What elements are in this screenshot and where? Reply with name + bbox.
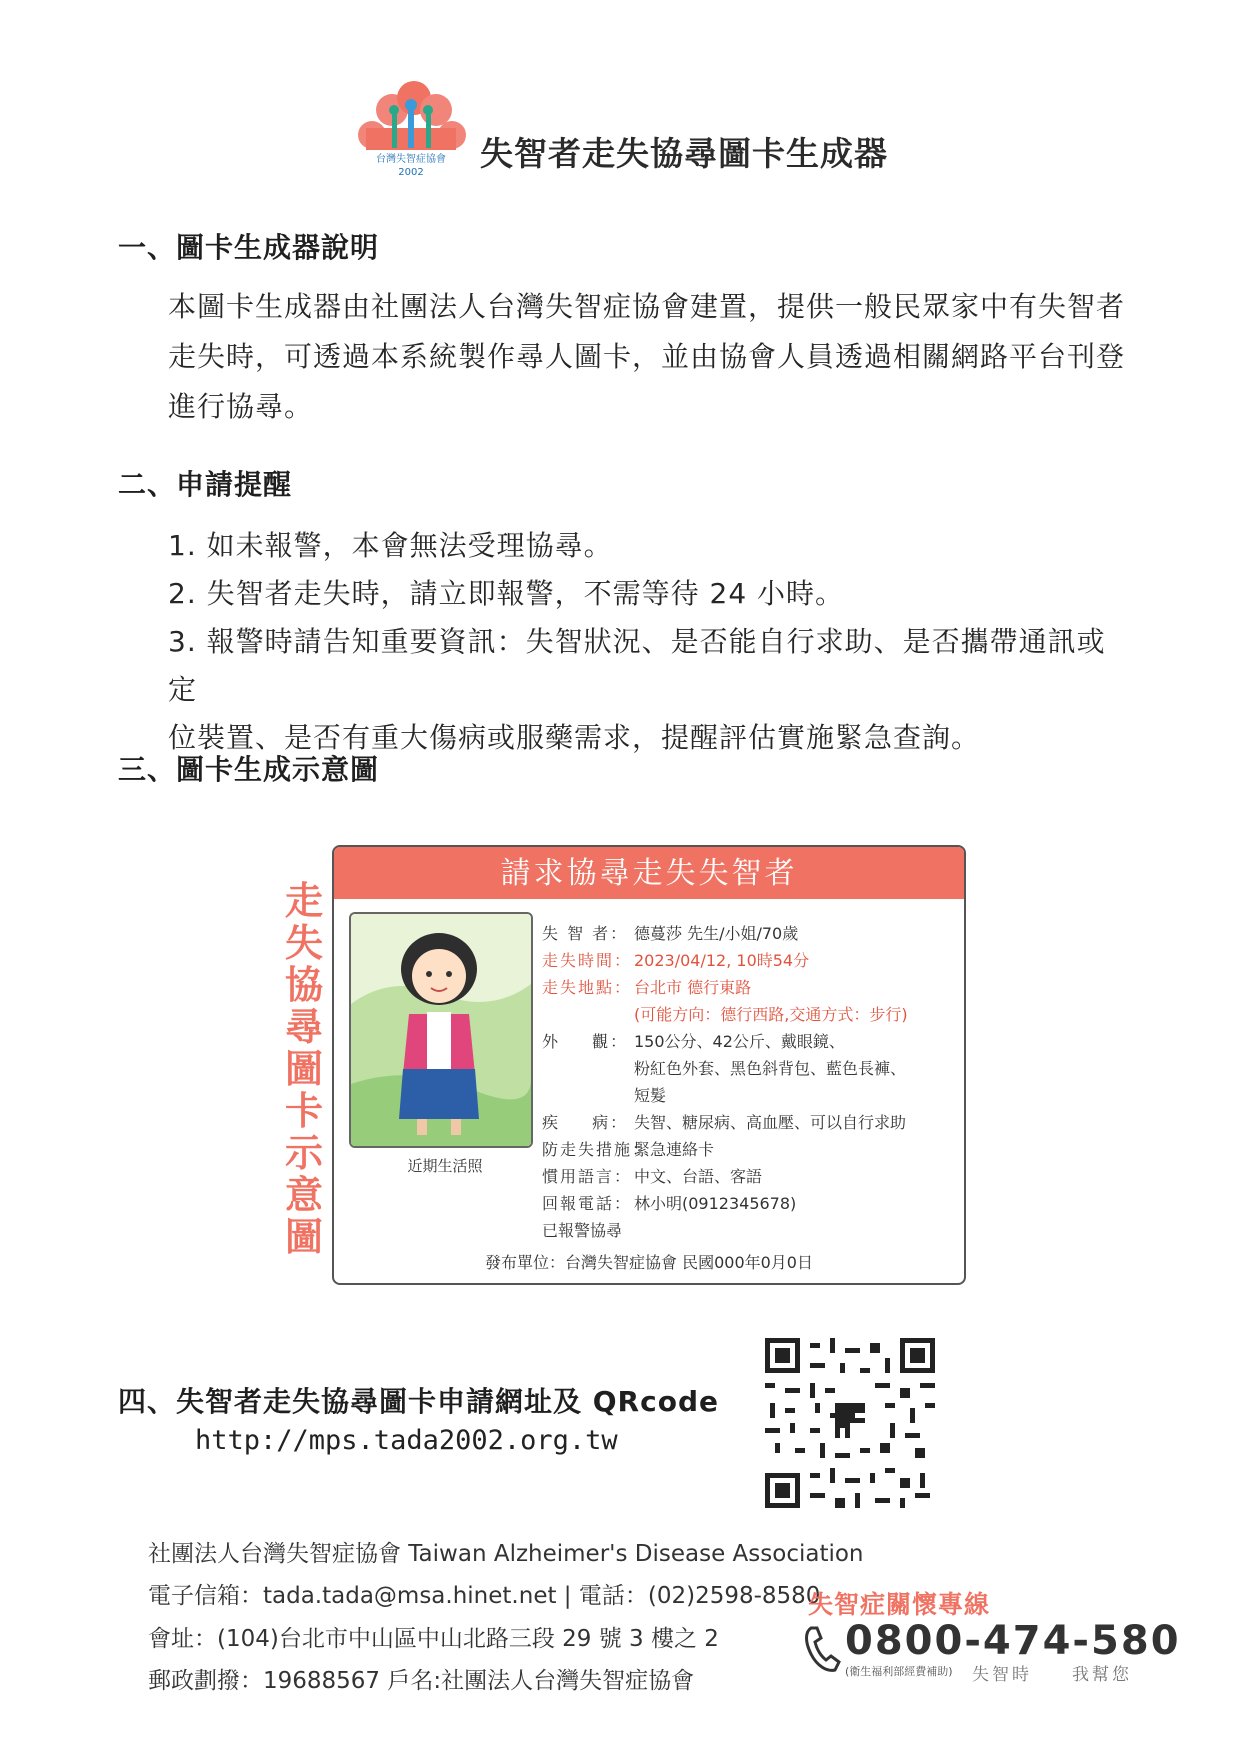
card-row-language bbox=[542, 1164, 762, 1187]
card-row-appearance bbox=[542, 1029, 845, 1052]
card-row-disease bbox=[542, 1110, 906, 1133]
page-title: 失智者走失協尋圖卡生成器 bbox=[480, 134, 888, 173]
card-footer: 發布單位：台灣失智症協會 民國000年0月0日 bbox=[485, 1253, 813, 1272]
card-row-missing-place bbox=[542, 975, 751, 998]
section-2-heading: 二、申請提醒 bbox=[118, 468, 293, 501]
person-illustration bbox=[351, 914, 531, 1146]
row-value: 台北市 德行東路 bbox=[634, 978, 752, 997]
row-value: 中文、台語、客語 bbox=[634, 1167, 763, 1186]
association-logo bbox=[352, 80, 470, 180]
application-url[interactable]: http://mps.tada2002.org.tw bbox=[195, 1425, 618, 1456]
hotline-sponsor: (衛生福利部經費補助) bbox=[845, 1665, 953, 1678]
reminder-item: 1. 如未報警，本會無法受理協尋。 bbox=[168, 529, 613, 562]
section-1-line: 進行協尋。 bbox=[168, 390, 314, 423]
row-value: 2023/04/12, 10時54分 bbox=[634, 951, 810, 970]
card-row-prevention bbox=[542, 1137, 714, 1160]
section-3-heading: 三、圖卡生成示意圖 bbox=[118, 753, 380, 786]
row-value: (可能方向：德行西路,交通方式：步行) bbox=[634, 1005, 908, 1024]
row-value: 150公分、42公斤、戴眼鏡、 bbox=[634, 1032, 845, 1051]
logo-org-text: 台灣失智症協會 bbox=[376, 154, 446, 165]
section-1-line: 走失時，可透過本系統製作尋人圖卡，並由協會人員透過相關網路平台刊登 bbox=[168, 340, 1126, 373]
photo-caption: 近期生活照 bbox=[407, 1157, 483, 1175]
row-value: 短髮 bbox=[634, 1086, 667, 1105]
footer-contact: 電子信箱：tada.tada@msa.hinet.net | 電話：(02)2598-8580 bbox=[148, 1583, 821, 1609]
row-label: 慣用語言： bbox=[542, 1167, 633, 1186]
card-row-phone bbox=[542, 1191, 796, 1214]
card-banner: 請求協尋走失失智者 bbox=[334, 847, 964, 899]
card-row-missing-time bbox=[542, 948, 809, 971]
vertical-card-label: 走失協尋圖卡示意圖 bbox=[284, 879, 323, 1259]
logo-year: 2002 bbox=[398, 167, 424, 178]
row-label: 走失時間： bbox=[542, 951, 633, 970]
row-label: 走失地點： bbox=[542, 978, 633, 997]
row-value: 德蔓莎 先生/小姐/70歲 bbox=[634, 924, 799, 943]
card-row-appearance-3 bbox=[542, 1083, 666, 1106]
card-row-direction bbox=[542, 1002, 908, 1025]
hotline-number[interactable]: 0800-474-580 bbox=[845, 1618, 1181, 1664]
card-row-appearance-2 bbox=[542, 1056, 906, 1079]
card-row-reported bbox=[542, 1218, 622, 1241]
hotline-title: 失智症關懷專線 bbox=[808, 1590, 991, 1619]
footer-postal: 郵政劃撥：19688567 戶名:社團法人台灣失智症協會 bbox=[148, 1668, 695, 1694]
hotline-slogan-right: 我幫您 bbox=[1072, 1665, 1132, 1685]
reminder-item: 位裝置、是否有重大傷病或服藥需求，提醒評估實施緊急查詢。 bbox=[168, 721, 981, 754]
card-row-name bbox=[542, 921, 798, 944]
row-value: 粉紅色外套、黑色斜背包、藍色長褲、 bbox=[634, 1059, 907, 1078]
row-value: 林小明(0912345678) bbox=[634, 1194, 797, 1213]
section-1-body bbox=[168, 282, 1128, 432]
reminder-item: 2. 失智者走失時，請立即報警，不需等待 24 小時。 bbox=[168, 577, 845, 610]
section-1-heading: 一、圖卡生成器說明 bbox=[118, 231, 380, 264]
sample-card bbox=[332, 845, 966, 1285]
row-label: 已報警協尋 bbox=[542, 1221, 623, 1240]
row-label: 外 觀： bbox=[542, 1032, 629, 1051]
reminder-item: 3. 報警時請告知重要資訊：失智狀況、是否能自行求助、是否攜帶通訊或定 bbox=[168, 625, 1106, 706]
footer-org: 社團法人台灣失智症協會 Taiwan Alzheimer's Disease Association bbox=[148, 1541, 864, 1567]
section-1-line: 本圖卡生成器由社團法人台灣失智症協會建置，提供一般民眾家中有失智者 bbox=[168, 290, 1126, 323]
hotline-slogan-left: 失智時 bbox=[972, 1665, 1032, 1685]
recent-photo bbox=[349, 912, 533, 1148]
row-value: 失智、糖尿病、高血壓、可以自行求助 bbox=[634, 1113, 907, 1132]
footer-address: 會址：(104)台北市中山區中山北路三段 29 號 3 樓之 2 bbox=[148, 1626, 719, 1652]
row-label: 防走失措施： bbox=[542, 1140, 651, 1159]
row-value: 緊急連絡卡 bbox=[634, 1140, 715, 1159]
row-label: 疾 病： bbox=[542, 1113, 629, 1132]
qr-code[interactable] bbox=[765, 1338, 935, 1508]
section-4-heading: 四、失智者走失協尋圖卡申請網址及 QRcode bbox=[118, 1385, 719, 1418]
row-label: 回報電話： bbox=[542, 1194, 633, 1213]
phone-icon bbox=[803, 1622, 845, 1674]
section-2-body bbox=[168, 522, 1128, 762]
row-label: 失 智 者： bbox=[542, 924, 629, 943]
